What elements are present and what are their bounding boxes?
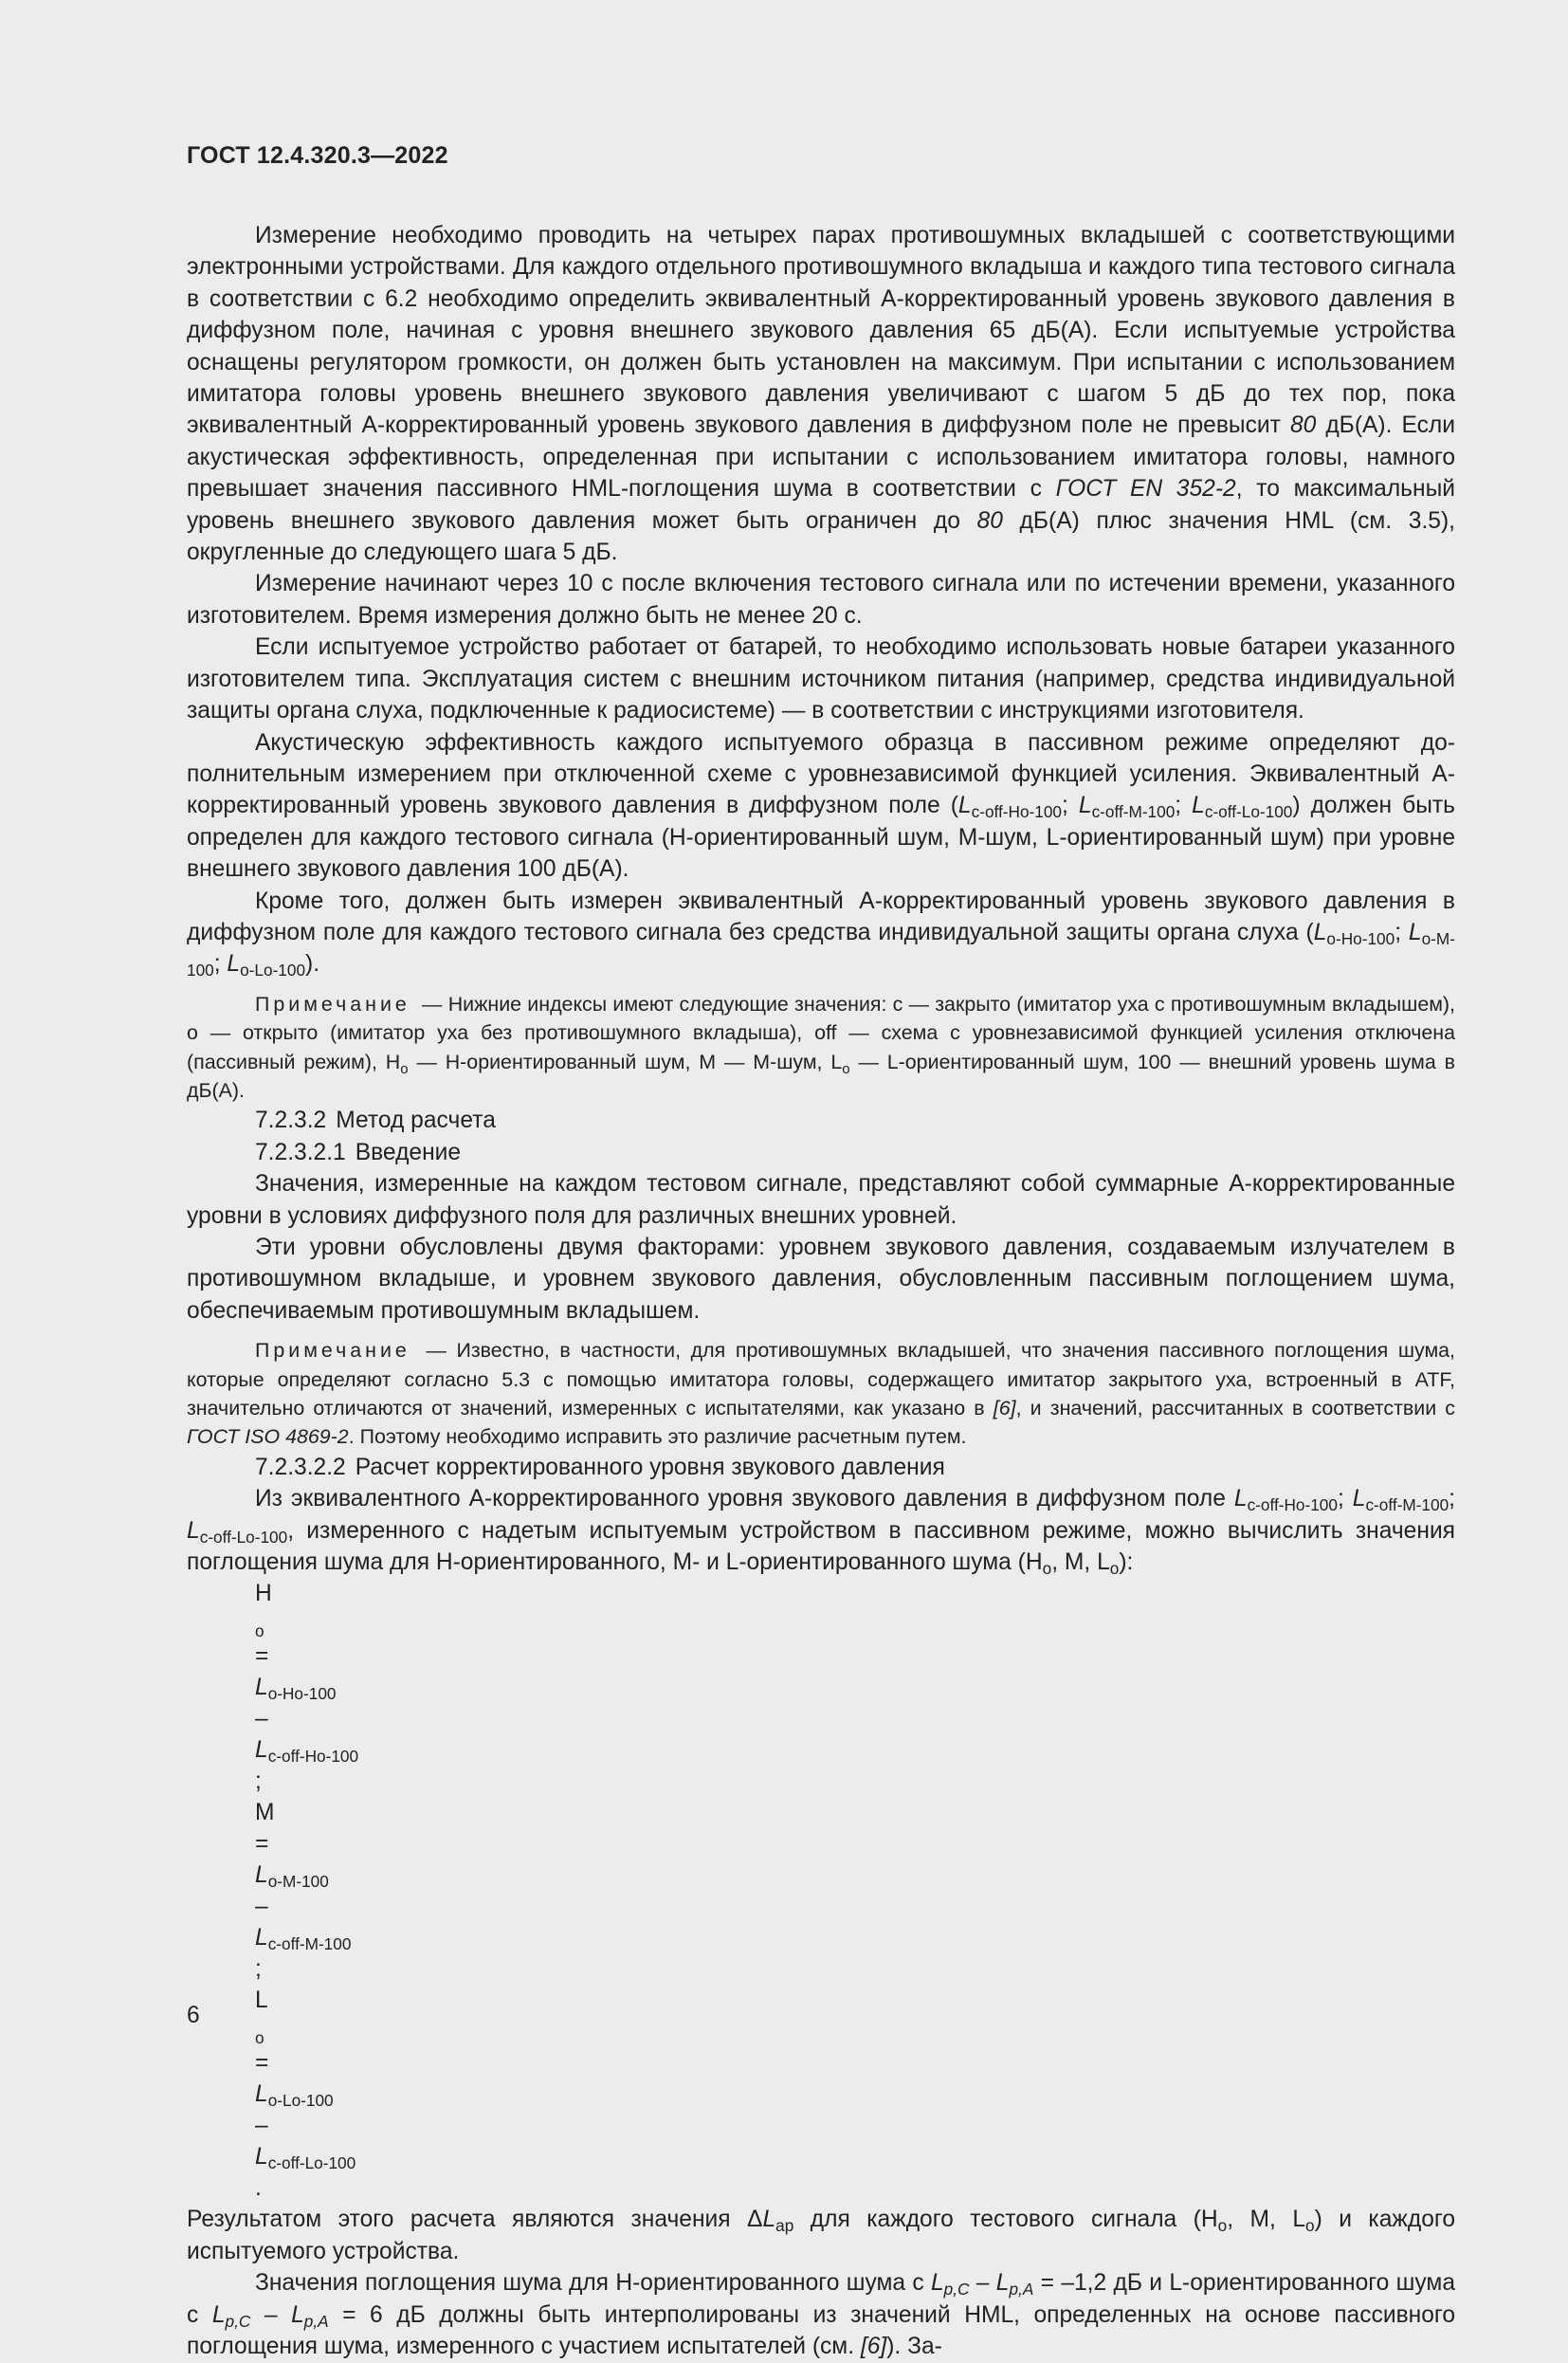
document-body — [187, 220, 1455, 2363]
reference-gost-iso-4869-2: ГОСТ ISO 4869-2 — [187, 1425, 349, 1449]
paragraph-factors: Эти уровни обусловлены двумя факторами: уровнем звукового давления, создаваемым излучателем в противошумном вкладыше, и уровнем звукового давления, обусловленным пассивным поглощением шума, обеспечиваемым противошумным вкладышем. — [187, 1235, 1455, 1324]
paragraph-measurement-timing: Измерение начинают через 10 с после включения тестового сигнала или по истечении времени, указанного изготовителем. Время измерения должно быть не менее 20 с. — [187, 571, 1455, 629]
paragraph-calculation-intro: Из эквивалентного A-корректированного уровня звукового давления в диффузном поле $L_{c-off-Ho-100}$; $L_{c-off-M-100}$; $L_{c-off-Lo-100}$, измеренного с надетым испытуемым устройством в пассивном режиме, можно вычислить значения поглощения шума для H-ориентированного, M- и L-ориентированного шума ($H_o$, M, $L_o$): — [187, 1486, 1455, 1579]
page-header: ГОСТ 12.4.320.3—2022 — [187, 142, 448, 169]
formula-h: H $_o$ = $L_{o-Ho-100}$ – $L_{c-off-Ho-100}$ ; — [255, 1581, 359, 1795]
paragraph-open-ear: Кроме того, должен быть измерен эквивалентный A-корректированный уровень звукового давления в диффузном поле для каждого тестового сигнала без средства индивидуальной защиты органа слуха ($L_{o-Ho-100}$; $L_{o-M-100}$; $L_{o-Lo-100}$). — [187, 888, 1455, 980]
paragraph-measurement: Измерение необходимо проводить на четырех парах противошумных вкладышей с соответствующими электронными устройствами. Для каждого отдельного противошумного вкладыша и каждого типа тестового сигнала в соответствии с 6.2 необходимо определить эквивалентный A-корректированный уровень звукового давления в диффузном поле, начиная с уровня внешнего звукового давления 65 дБ(А). Если испытуемые устройства оснащены регулятором громкости, он должен быть установлен на максимум. При испытании с использованием имитатора головы уровень внешнего звукового давления увеличивают с шагом 5 дБ до тех пор, пока эквивалентный A-корректированный уровень звукового давления в диффузном поле не превысит 80 дБ(А). Если акустическая эффективность, определенная при испытании с использованием имитатора головы, намного превышает значения пассивного HML-поглощения шума в соответствии с ГОСТ EN 352-2, то максимальный уровень внешнего звукового давления может быть ограничен до 80 дБ(А) плюс значения HML (см. 3.5), округленные до следующего шага 5 дБ. — [187, 223, 1455, 566]
section-heading-7-2-3-2: 7.2.3.2 Метод расчета — [255, 1108, 496, 1134]
paragraph-batteries: Если испытуемое устройство работает от батарей, то необходимо использовать новые батареи указанного изготовителем типа. Эксплуатация систем с внешним источником питания (например, средства индивидуальной защиты органа слуха, подключенные к радиосистеме) — в соответствии с инструкциями изготовителя. — [187, 634, 1455, 724]
note-passive-absorption: Примечание — Известно, в частности, для противошумных вкладышей, что значения пассивного поглощения шума, которые определяют согласно 5.3 с помощью имитатора головы, содержащего имитатор закрытого уха, встроенный в ATF, значительно отличаются от значений, измеренных с испытателями, как указано в [6], и значений, рассчитанных в соответствии с ГОСТ ISO 4869-2. Поэтому необходимо исправить это различие расчетным путем. — [187, 1339, 1455, 1449]
section-heading-7-2-3-2-2: 7.2.3.2.2 Расчет корректированного уровня звукового давления — [255, 1454, 945, 1480]
section-heading-7-2-3-2-1: 7.2.3.2.1 Введение — [255, 1139, 462, 1165]
paragraph-values-summary: Значения, измеренные на каждом тестовом сигнале, представляют собой суммарные A-корректированные уровни в условиях диффузного поля для различных внешних уровней. — [187, 1171, 1455, 1229]
page-number: 6 — [187, 2003, 200, 2028]
paragraph-result: Результатом этого расчета являются значения $\Delta L_{ap}$ для каждого тестового сигнала ($H_o$, M, $L_o$) и каждого испытуемого устройства. — [187, 2207, 1455, 2264]
paragraph-passive-mode: Акустическую эффективность каждого испытуемого образца в пассивном режиме определяют дополнительным измерением при отключенной схеме с уровнезависимой функцией усиления. Эквивалентный A-корректированный уровень звукового давления в диффузном поле ($L_{c-off-Ho-100}$; $L_{c-off-M-100}$; $L_{c-off-Lo-100}$) должен быть определен для каждого тестового сигнала (H-ориентированный шум, M-шум, L-ориентированный шум) при уровне внешнего звукового давления 100 дБ(А). — [187, 729, 1455, 883]
note-subscripts: Примечание — Нижние индексы имеют следующие значения: c — закрыто (имитатор уха с противошумным вкладышем), o — открыто (имитатор уха без противошумного вкладыша), off — схема с уровнезависимой функцией усиления отключена (пассивный режим), $H_o$ — H-ориентированный шум, M — M-шум, $L_o$ — L-ориентированный шум, 100 — внешний уровень шума в дБ(А). — [187, 992, 1456, 1102]
paragraph-interpolation: Значения поглощения шума для H-ориентированного шума с $L_{p,C} - L_{p,A} = -1,2$ дБ и L-ориентированного шума с $L_{p,C} - L_{p,A} = 6$ дБ должны быть интерполированы из значений HML, определенных на основе пассивного поглощения шума, измеренного с участием испытателей (см. [6]). За- — [187, 2270, 1456, 2360]
formula-l: L $_o$ = $L_{o-Lo-100}$ – $L_{c-off-Lo-100}$ . — [255, 1987, 356, 2202]
formula-block — [187, 1578, 1455, 2204]
reference-gost-en-352-2: ГОСТ EN 352-2 — [1055, 476, 1236, 503]
formula-m: M = $L_{o-M-100}$ – $L_{c-off-M-100}$ ; — [255, 1800, 352, 1983]
